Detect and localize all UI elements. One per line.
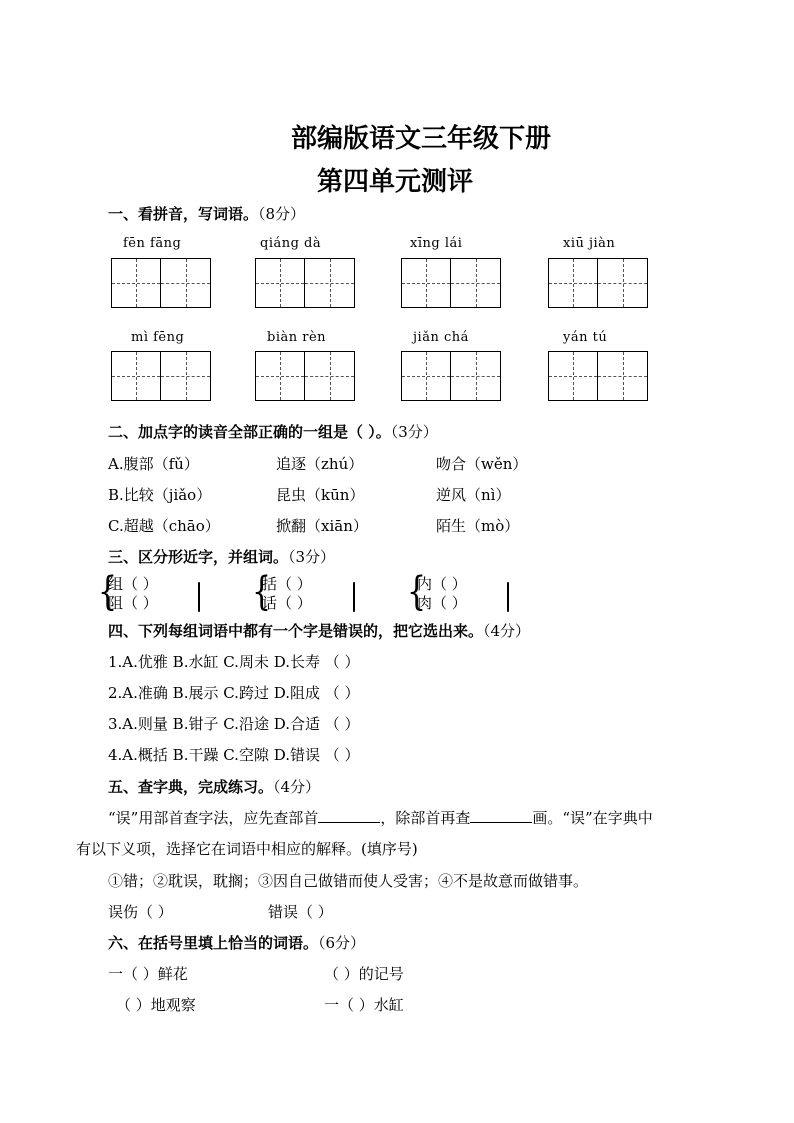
writing-grid[interactable] [401, 351, 501, 401]
writing-grid[interactable] [111, 351, 211, 401]
fill-item: （ ）的记号 [324, 965, 404, 983]
page-title: 部编版语文三年级下册 [291, 124, 552, 154]
section-1-heading [108, 203, 305, 224]
left-brace-icon: { [98, 569, 118, 616]
answer-blank[interactable] [470, 808, 532, 823]
section-4-title: 四、下列每组词语中都有一个字是错误的，把它选出来。 [108, 622, 484, 640]
pinyin-label: jiǎn chá [413, 330, 469, 345]
left-brace-icon: { [407, 569, 427, 616]
page-subtitle: 第四单元测评 [317, 167, 474, 197]
question-text: “误”用部首查字法，应先查部首 [108, 809, 319, 827]
option-item: 追逐（zhú） [276, 455, 364, 473]
option-item: 昆虫（kūn） [276, 486, 365, 504]
right-bar-icon [353, 582, 355, 612]
section-2-points: （3分） [390, 423, 438, 441]
question-text: 有以下义项，选择它在词语中相应的解释。(填序号) [76, 840, 418, 858]
char-pair-item: 阻（ ） [108, 594, 158, 612]
section-2-title: 二、加点字的读音全部正确的一组是（ ）。 [108, 423, 391, 441]
question-row: 1.A.优雅 B.水缸 C.周未 D.长寿 （ ） [108, 653, 360, 671]
section-1-title: 一、看拼音，写词语。 [108, 205, 259, 223]
pinyin-label: yán tú [563, 330, 608, 345]
writing-grid[interactable] [111, 258, 211, 308]
question-text: ，除部首再查 [380, 809, 471, 827]
pinyin-label: fēn fāng [123, 236, 182, 251]
section-5-heading [108, 776, 320, 797]
char-pair-item: 话（ ） [262, 594, 312, 612]
right-bar-icon [507, 582, 509, 612]
right-bar-icon [198, 582, 200, 612]
definition-list: ①错；②耽误，耽搁；③因自己做错而使人受害；④不是故意而做错事。 [108, 872, 589, 890]
writing-grid[interactable] [548, 258, 648, 308]
question-row: 3.A.则量 B.钳子 C.沿途 D.合适 （ ） [108, 715, 360, 733]
fill-item: 错误（ ） [268, 903, 333, 921]
pinyin-label: biàn rèn [267, 330, 327, 345]
section-1-points: （8分） [258, 205, 306, 223]
option-item: 掀翻（xiān） [276, 517, 368, 535]
option-item: B.比较（jiǎo） [108, 486, 212, 504]
question-text: 画。“误”在字典中 [532, 809, 653, 827]
answer-blank[interactable] [318, 808, 380, 823]
fill-item: 误伤（ ） [108, 903, 173, 921]
section-6-title: 六、在括号里填上恰当的词语。 [108, 934, 319, 952]
fill-item: 一（ ）水缸 [324, 996, 404, 1014]
pinyin-label: mì fēng [131, 330, 185, 345]
left-brace-icon: { [252, 569, 272, 616]
option-item: 逆风（nì） [436, 486, 511, 504]
option-item: C.超越（chāo） [108, 517, 220, 535]
option-item: 陌生（mò） [436, 517, 520, 535]
fill-item: 一（ ）鲜花 [108, 965, 188, 983]
section-3-points: （3分） [288, 548, 336, 566]
writing-grid[interactable] [401, 258, 501, 308]
char-pair-item: 肉（ ） [417, 594, 467, 612]
char-pair-item: 括（ ） [262, 575, 312, 593]
section-6-heading [108, 932, 365, 953]
section-2-heading [108, 421, 438, 442]
section-4-points: （4分） [483, 622, 531, 640]
section-5-points: （4分） [273, 778, 321, 796]
dictionary-question [108, 807, 653, 828]
char-pair-item: 内（ ） [417, 575, 467, 593]
fill-item: （ ）地观察 [116, 996, 196, 1014]
option-item: 吻合（wěn） [436, 455, 528, 473]
writing-grid[interactable] [548, 351, 648, 401]
pinyin-label: qiáng dà [260, 236, 322, 251]
pinyin-label: xiū jiàn [563, 236, 616, 251]
pinyin-label: xīng lái [410, 236, 463, 251]
question-row: 2.A.准确 B.展示 C.跨过 D.阻成 （ ） [108, 684, 360, 702]
char-pair-item: 组（ ） [108, 575, 158, 593]
section-5-title: 五、查字典，完成练习。 [108, 778, 274, 796]
writing-grid[interactable] [255, 258, 355, 308]
section-4-heading [108, 620, 530, 641]
question-row: 4.A.概括 B.干躁 C.空隙 D.错误 （ ） [108, 746, 360, 764]
writing-grid[interactable] [255, 351, 355, 401]
section-3-heading [108, 546, 335, 567]
section-3-title: 三、区分形近字，并组词。 [108, 548, 289, 566]
option-item: A.腹部（fǔ） [108, 455, 199, 473]
section-6-points: （6分） [318, 934, 366, 952]
